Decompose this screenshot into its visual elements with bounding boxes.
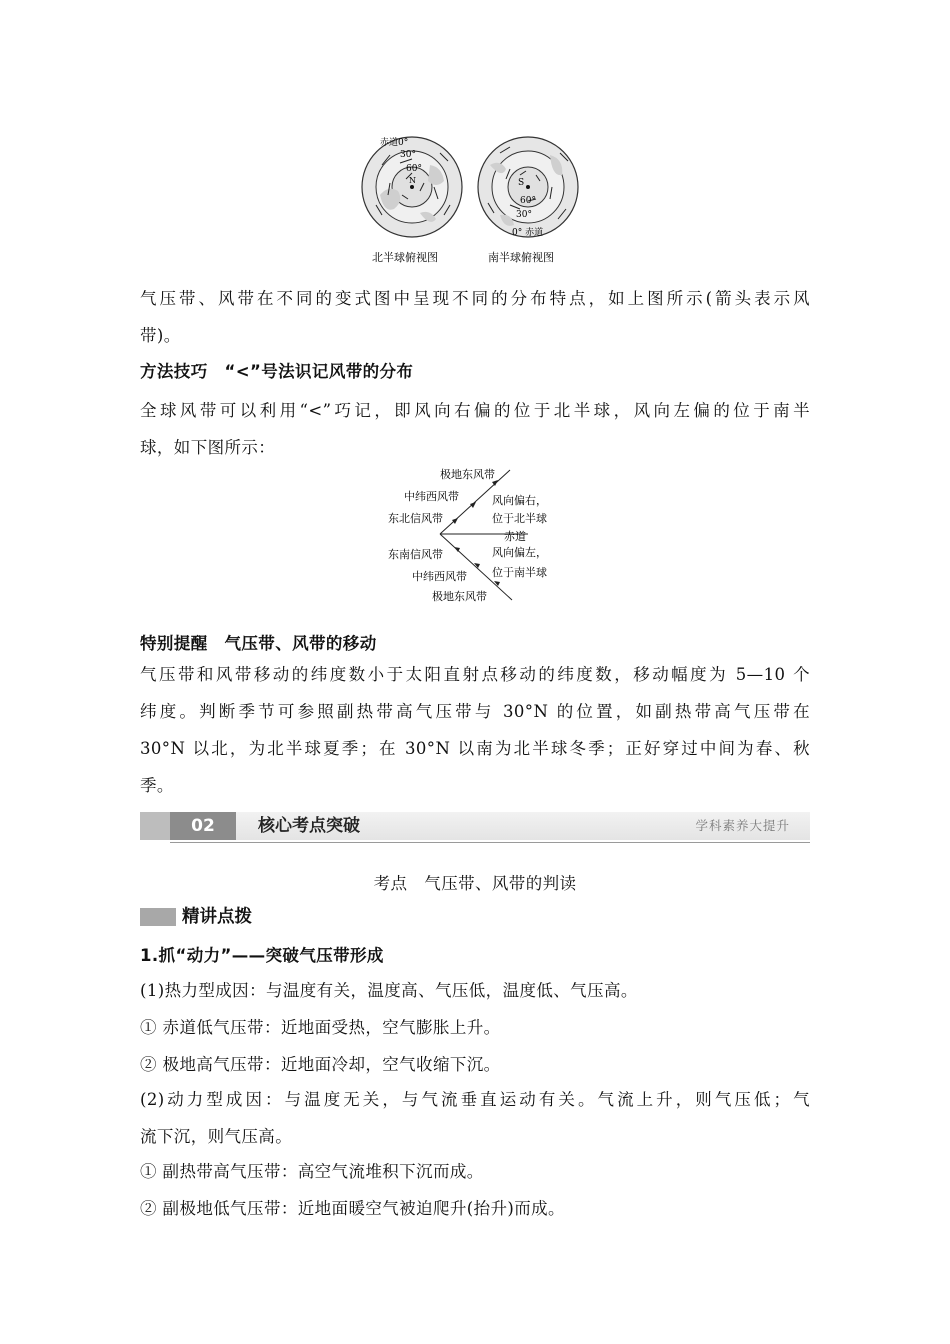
- heading-method-tip: 方法技巧 “<”号法识记风带的分布: [140, 362, 414, 381]
- paragraph-3-line-2: 纬度。判断季节可参照副热带高气压带与 30°N 的位置，如副热带高气压带在: [140, 702, 810, 721]
- list-dynamic: [140, 1153, 810, 1227]
- paragraph-3: [140, 656, 810, 804]
- wind-belt-mnemonic-figure: [380, 462, 575, 607]
- section-banner: [140, 808, 810, 842]
- paragraph-dynamic: [140, 1081, 810, 1155]
- north-label-30: 30°: [400, 150, 416, 160]
- paragraph-3-line-4: 季。: [140, 776, 174, 795]
- banner-number: 02: [170, 812, 236, 840]
- paragraph-1: [140, 280, 810, 354]
- south-label-equator: 0° 赤道: [512, 228, 544, 238]
- north-hemisphere-diagram: [362, 136, 462, 237]
- label-deflect-right: 风向偏右，: [492, 494, 547, 507]
- section-label-block: [140, 908, 176, 926]
- banner-title: 核心考点突破: [258, 816, 360, 836]
- label-westerlies-south: 中纬西风带: [412, 570, 467, 583]
- south-hemisphere-diagram: [478, 137, 578, 238]
- label-westerlies-north: 中纬西风带: [404, 490, 459, 503]
- paragraph-2-line-1: 全球风带可以利用“<”巧记，即风向右偏的位于北半球，风向左偏的位于南半: [140, 401, 810, 420]
- paragraph-2: [140, 392, 810, 466]
- list-thermal-item-2: ① 赤道低气压带：近地面受热，空气膨胀上升。: [140, 1018, 501, 1037]
- paragraph-2-line-2: 球，如下图所示：: [140, 438, 276, 457]
- list-dynamic-item-1: ① 副热带高气压带：高空气流堆积下沉而成。: [140, 1162, 484, 1181]
- heading-pressure-belt-formation: 1.抓“动力”——突破气压带形成: [140, 946, 384, 965]
- list-dynamic-item-2: ② 副极地低气压带：近地面暖空气被迫爬升(抬升)而成。: [140, 1199, 565, 1218]
- paragraph-dynamic-line-2: 流下沉，则气压高。: [140, 1127, 293, 1146]
- banner-subtitle: 学科素养大提升: [695, 818, 790, 833]
- label-polar-easterlies-north: 极地东风带: [440, 468, 495, 481]
- paragraph-1-line-2: 带)。: [140, 326, 181, 345]
- list-thermal-item-1: (1)热力型成因：与温度有关，温度高、气压低，温度低、气压高。: [140, 981, 638, 1000]
- north-label-pole: N: [409, 176, 416, 185]
- label-deflect-left: 风向偏左，: [492, 546, 547, 559]
- south-label-30: 30°: [516, 210, 532, 220]
- label-southern-hemisphere: 位于南半球: [492, 566, 547, 579]
- exam-point-title: 考点 气压带、风带的判读: [373, 874, 577, 893]
- south-label-pole: S: [518, 178, 525, 188]
- paragraph-dynamic-line-1: (2)动力型成因：与温度无关，与气流垂直运动有关。气流上升，则气压低；气: [140, 1090, 810, 1109]
- hemisphere-views-figure: [360, 125, 592, 270]
- list-thermal: [140, 972, 810, 1083]
- label-northern-hemisphere: 位于北半球: [492, 512, 547, 525]
- caption-north: 北半球俯视图: [372, 251, 438, 264]
- label-se-trades: 东南信风带: [388, 548, 443, 561]
- label-polar-easterlies-south: 极地东风带: [432, 590, 487, 603]
- label-ne-trades: 东北信风带: [388, 512, 443, 525]
- paragraph-1-line-1: 气压带、风带在不同的变式图中呈现不同的分布特点，如上图所示(箭头表示风: [140, 289, 810, 308]
- heading-special-reminder: 特别提醒 气压带、风带的移动: [140, 634, 377, 653]
- banner-accent: [140, 812, 170, 840]
- label-equator: 赤道: [504, 530, 526, 543]
- section-label-text: 精讲点拨: [182, 907, 252, 927]
- paragraph-3-line-3: 30°N 以北，为北半球夏季；在 30°N 以南为北半球冬季；正好穿过中间为春、秋: [140, 739, 810, 758]
- caption-south: 南半球俯视图: [488, 251, 554, 264]
- south-label-60: 60°: [520, 196, 536, 206]
- north-label-60: 60°: [406, 164, 422, 174]
- banner-underline: [170, 842, 810, 843]
- list-thermal-item-3: ② 极地高气压带：近地面冷却，空气收缩下沉。: [140, 1055, 501, 1074]
- paragraph-3-line-1: 气压带和风带移动的纬度数小于太阳直射点移动的纬度数，移动幅度为 5—10 个: [140, 665, 810, 684]
- north-label-equator: 赤道0°: [380, 138, 409, 148]
